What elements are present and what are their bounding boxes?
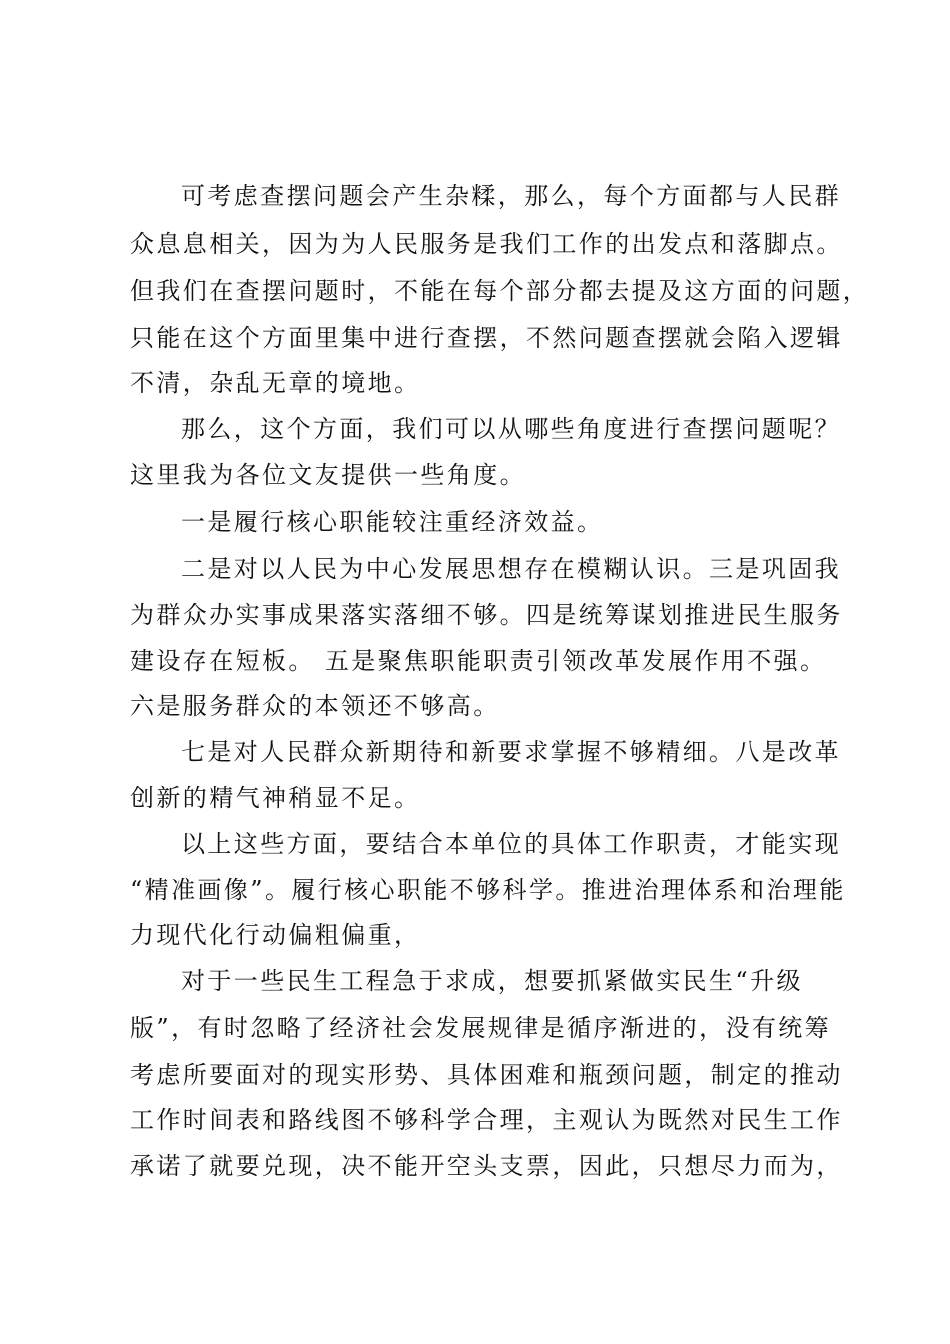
text-line-17: 力现代化行动偏粗偏重， <box>130 921 421 949</box>
text-line-2: 众息息相关，因为为人民服务是我们工作的出发点和落脚点。 <box>130 230 843 258</box>
text-line-21: 工作时间表和路线图不够科学合理，主观认为既然对民生工作 <box>130 1106 843 1134</box>
text-line-6: 那么，这个方面，我们可以从哪些角度进行查摆问题呢？ <box>181 415 841 443</box>
text-line-22: 承诺了就要兑现，决不能开空头支票，因此，只想尽力而为， <box>130 1152 843 1180</box>
text-line-13: 七是对人民群众新期待和新要求掌握不够精细。八是改革 <box>181 738 841 766</box>
text-line-16: “精准画像”。履行核心职能不够科学。推进治理体系和治理能 <box>130 876 846 904</box>
text-line-7: 这里我为各位文友提供一些角度。 <box>130 461 526 489</box>
text-line-14: 创新的精气神稍显不足。 <box>130 784 421 812</box>
text-line-18: 对于一些民生工程急于求成，想要抓紧做实民生“升级 <box>181 967 803 995</box>
text-line-3: 但我们在查摆问题时，不能在每个部分都去提及这方面的问题， <box>130 277 870 305</box>
text-line-8: 一是履行核心职能较注重经济效益。 <box>181 508 604 536</box>
text-line-20: 考虑所要面对的现实形势、具体困难和瓶颈问题，制定的推动 <box>130 1061 843 1089</box>
text-line-1: 可考虑查摆问题会产生杂糅，那么，每个方面都与人民群 <box>181 182 841 210</box>
text-line-4: 只能在这个方面里集中进行查摆，不然问题查摆就会陷入逻辑 <box>130 324 843 352</box>
text-line-19: 版”，有时忽略了经济社会发展规律是循序渐进的，没有统筹 <box>130 1014 832 1042</box>
text-line-9: 二是对以人民为中心发展思想存在模糊认识。三是巩固我 <box>181 555 841 583</box>
text-line-15: 以上这些方面，要结合本单位的具体工作职责，才能实现 <box>181 830 841 858</box>
text-line-11: 建设存在短板。 五是聚焦职能职责引领改革发展作用不强。 <box>130 647 827 675</box>
text-line-5: 不清，杂乱无章的境地。 <box>130 369 421 397</box>
text-line-12: 六是服务群众的本领还不够高。 <box>130 692 500 720</box>
text-line-10: 为群众办实事成果落实落细不够。四是统筹谋划推进民生服务 <box>130 601 843 629</box>
